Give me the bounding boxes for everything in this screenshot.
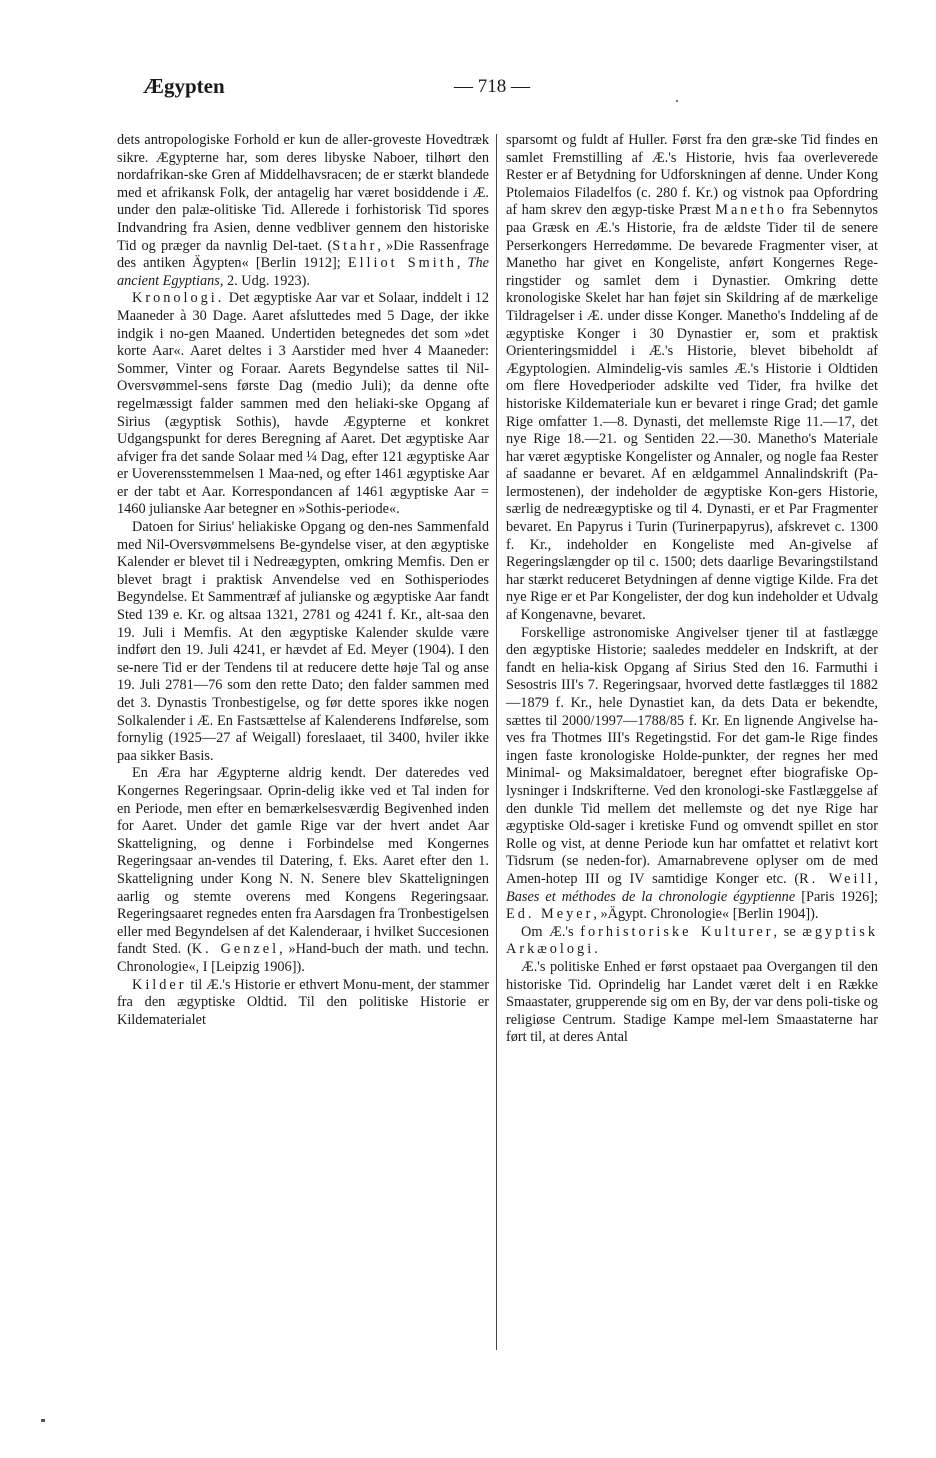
author-name: Ed. Meyer bbox=[506, 906, 594, 923]
text-run: , »Ägypt. Chronologie« [Berlin 1904]). bbox=[593, 906, 819, 923]
text-run: [Paris 1926]; bbox=[795, 888, 878, 905]
book-title: The ancient Egyptians bbox=[117, 255, 489, 289]
paragraph-era bbox=[117, 765, 489, 976]
print-speck bbox=[676, 100, 678, 102]
text-run: Datoen for Sirius' heliakiske Opgang og den-nes Sammenfald med Nil-Oversvømmelsens Be-gyndelse viser, at den ægyptiske Kalender er blevet til i Nedreægypten, omkring Memfis. Den er blevet bragt i praktisk Anvendelse ved en Sothisperiodes Begyndelse. Et Sammentræf af julianske og ægyptiske Aar fandt Sted 139 e. Kr. og altsaa 1321, 2781 og 4241 f. Kr., alt-saa den 19. Juli i Memfis. At den ægyptiske Kalender skulde være indført den 19. Juli 4241, er hævdet af Ed. Meyer (1904). I den se-nere Tid er der Tendens til at reducere dette høje Tal og anse 19. Juli 2781—76 som den rette Dato; den falder sammen med det 3. Dynastis Tronbestigelse, og før dette spores ikke nogen Solkalender i Æ. En Fastsættelse af Kalenderens Indførelse, som fornylig (1925—27 af Weigall) foreslaaet, til 3400, hviler ikke paa sikker Basis. bbox=[117, 519, 489, 764]
cross-reference: forhistoriske Kulturer bbox=[580, 923, 774, 940]
text-run: Om Æ.'s bbox=[521, 923, 581, 940]
author-name: K. Genzel bbox=[191, 941, 280, 958]
column-divider bbox=[496, 134, 497, 1350]
paragraph-anthropology bbox=[117, 132, 489, 290]
text-run: Forskellige astronomiske Angivelser tjener til at fastlægge den ægyptiske Historie; saaledes meddeler en Indskrift, at der fandt en helia-kisk Opgang af Sirius Sted den 16. Farmuthi i Sesostris III's 7. Regeringsaar, hvorved dette fastlægges til 1882—1879 f. Kr., hele Dynastiet kan, da dets Data er bekendte, sættes til 2000/1997—1788/85 f. Kr. En lignende Angivelse ha-ves fra Thotmes III's Regetingstid. For det gam-le Rige findes ingen faste kronologiske Holde-punkter, der regnes her med Minimal- og Maksimaldatoer, beregnet efter biografiske Op-lysninger i Indskrifterne. Ved den kronologi-ske Fastlæggelse af den dunkle Tid mellem det mellemste og det nye Rige har ægyptiske Old-sager i kretiske Fund og omvendt spillet en stor Rolle og vist, at denne Periode kun har omfattet et relativt kort Tidsrum (se neden-for). Amarnabrevene oplyser om de med Amen-hotep III og IV samtidige Konger etc. ( bbox=[506, 624, 878, 887]
author-name: Elliot Smith bbox=[347, 255, 457, 272]
text-run: . bbox=[594, 941, 598, 958]
page-number: — 718 — bbox=[454, 76, 530, 97]
text-run: fra Sebennytos paa Græsk en Æ.'s Historie, fra de ældste Tider til de senere Perserkongers Herredømme. De bevarede Fragmenter viser, at Manetho har givet en Kongeliste, anført Kongernes Rege-ringstider og samlet dem i Dynastier. Omkring dette kronologiske Skelet har han føjet sin Skildring af de mærkelige Tildragelser i Æ. under disse Konger. Manetho's Inddeling af de ægyptiske Konger i 30 Dynastier er, som et praktisk Orienteringsmiddel i Æ.'s Historie, blevet bibeholdt af Ægyptologien. Almindelig-vis samles Æ.'s Historie i Oldtiden om flere Hovedperioder adskilte ved Tider, fra hvilke det historiske Kildemateriale kun er bevaret i ringe Grad; det gamle Rige omfatter 1.—8. Dynasti, det mellemste Rige 11.—17, det nye Rige 18.—21. og Sentiden 22.—30. Manetho's Materiale har været ægyptiske Kongelister og Annaler, og nogle faa Rester af saadanne er bevaret. Af en ældgammel Annalindskrift (Pa-lermostenen), der indeholder de ægyptiske Kon-gers Historie, særlig de nedreægyptiske og til 4. Dynasti, er et Par Fragmenter bevaret. En Papyrus i Turin (Turinerpapyrus), afskrevet c. 1300 f. Kr., indeholder en Kongeliste med An-givelse af Regeringslængder op til c. 1500; dets daarlige Bevaringstilstand har stærkt reduceret Betydningen af denne vigtige Kilde. Fra det nye Rige er et Par Kongelister, der dog kun indeholder et Udvalg af Kongenavne, bevaret. bbox=[506, 202, 878, 624]
cross-reference: ægyptisk Arkæologi bbox=[506, 923, 878, 958]
text-run: dets antropologiske Forhold er kun de aller-groveste Hovedtræk sikre. Ægypterne har, som deres libyske Naboer, tilhørt den nordafrikan-ske Gren af Middelhavsracen; de er stærkt blandede med et afrikansk Folk, der antagelig har været bosiddende i Æ. under den palæ-olitiske Tid. Allerede i forhistorisk Tid spores Indvandring fra Asien, denne vedbliver gennem den historiske Tid og præger da navnlig Del-taet. ( bbox=[117, 132, 489, 254]
running-title: Ægypten bbox=[143, 74, 225, 98]
page-header bbox=[0, 74, 936, 110]
section-heading: Kilder bbox=[132, 976, 187, 993]
paragraph-prehistoric bbox=[506, 924, 878, 959]
paragraph-chronology bbox=[117, 290, 489, 519]
text-run: , »Die Rassenfrage des antiken Ägypten« [Berlin 1912]; bbox=[117, 237, 489, 272]
right-column bbox=[506, 132, 878, 1047]
paragraph-political-unity bbox=[506, 959, 878, 1047]
text-run: , bbox=[456, 255, 468, 272]
author-name: R. Weill bbox=[799, 870, 875, 887]
paragraph-sources bbox=[117, 977, 489, 1030]
paragraph-manetho bbox=[506, 132, 878, 625]
text-run: , 2. Udg. 1923). bbox=[219, 272, 310, 289]
margin-mark bbox=[41, 1419, 45, 1422]
text-run: En Æra har Ægypterne aldrig kendt. Der dateredes ved Kongernes Regeringsaar. Oprin-delig ikke ved et Tal inden for en Periode, men efter en bemærkelsesværdig Begivenhed inden for Aaret. Under det gamle Rige var der hvert andet Aar Skatteligning, og denne i Forbindelse med Kongernes Regeringsaar an-vendes til Datering, f. Eks. Aaret efter den 1. Skatteligning under Kong N. N. Senere blev Skatteligningen aarlig og stemte overens med Kongens Regeringsaar. Regeringsaaret regnedes enten fra Aarsdagen fra Tronbestigelsen eller med Begyndelsen af det Kalenderaar, i hvilket Succesionen fandt Sted. ( bbox=[117, 765, 489, 958]
text-run: , »Hand-buch der math. und techn. Chronologie«, I [Leipzig 1906]). bbox=[117, 941, 489, 975]
author-name: Stahr bbox=[332, 237, 378, 254]
book-title: Bases et méthodes de la chronologie égyptienne bbox=[506, 888, 796, 905]
paragraph-astronomy bbox=[506, 625, 878, 924]
paragraph-sirius bbox=[117, 519, 489, 765]
text-run: , bbox=[874, 870, 878, 887]
section-heading: Kronologi. bbox=[132, 290, 225, 307]
author-name: Manetho bbox=[715, 202, 788, 219]
text-run: til Æ.'s Historie er ethvert Monu-ment, der stammer fra den ægyptiske Oldtid. Til den politiske Historie er Kildematerialet bbox=[117, 976, 489, 1028]
text-run: Det ægyptiske Aar var et Solaar, inddelt i 12 Maaneder à 30 Dage. Aaret afsluttedes med 5 Dage, der ikke indgik i no-gen Maaned. Undertiden betegnedes det som »det korte Aar«. Aaret deltes i 3 Aarstider med hver 4 Maaneder: Sommer, Vinter og Foraar. Aarets Begyndelse sattes til Nil-Oversvømmel-sens første Dag (medio Juli); da denne ofte regelmæssigt falder sammen med den heliaki-ske Opgang af Sirius (ægyptisk Sothis), havde Ægypterne et konkret Udgangspunkt for deres Beregning af Aaret. Det ægyptiske Aar afviger fra det sande Solaar med ¼ Dag, efter 121 ægyptiske Aar er Uoverensstemmelsen 1 Maa-ned, og efter 1461 ægyptiske Aar er der tabt et Aar. Korrespondancen af 1461 ægyptiske Aar = 1460 julianske Aar betegner en »Sothis-periode«. bbox=[117, 290, 489, 518]
text-run: , se bbox=[773, 923, 803, 940]
left-column bbox=[117, 132, 489, 1029]
text-run: Æ.'s politiske Enhed er først opstaaet paa Overgangen til den historiske Tid. Oprindelig har Landet været delt i en Række Smaastater, grupperende sig om en By, der var dens poli-tiske og religiøse Centrum. Stadige Kampe mel-lem Smaastaterne har ført til, at deres Antal bbox=[506, 958, 878, 1046]
text-run: sparsomt og fuldt af Huller. Først fra den græ-ske Tid findes en samlet Fremstilling af Æ.'s Historie, hvis faa overleverede Rester er af Betydning for Udforskningen af denne. Under Kong Ptolemaios Filadelfos (c. 280 f. Kr.) og vistnok paa Opfordring af ham skrev den ægyp-tiske Præst bbox=[506, 132, 878, 219]
